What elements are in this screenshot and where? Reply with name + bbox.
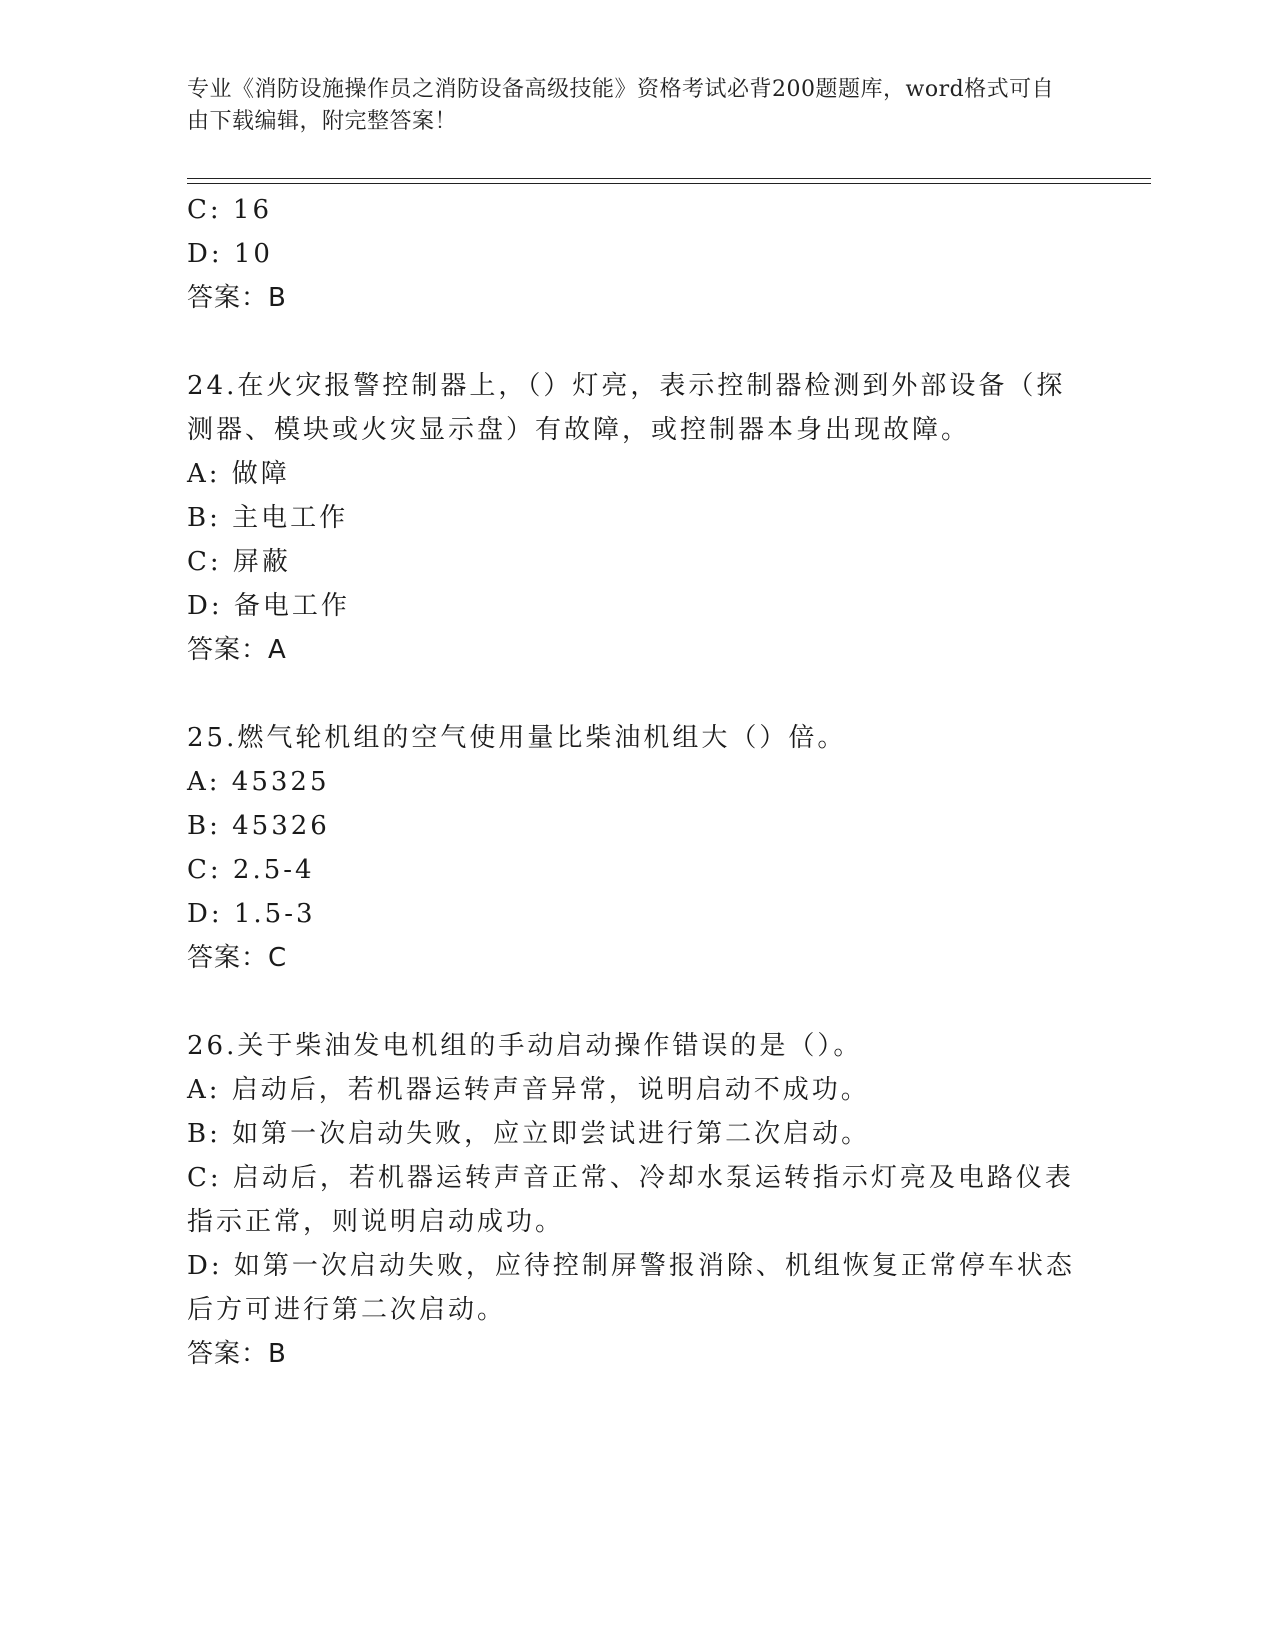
- q25-stem: 25.燃气轮机组的空气使用量比柴油机组大（）倍。: [187, 723, 847, 753]
- header-divider: [187, 178, 1151, 184]
- q26-option-c-line1: C: 启动后，若机器运转声音正常、冷却水泵运转指示灯亮及电路仪表: [187, 1163, 1074, 1193]
- q25-option-c: C: 2.5-4: [187, 855, 315, 885]
- q24-stem-line2: 测器、模块或火灾显示盘）有故障，或控制器本身出现故障。: [187, 415, 971, 445]
- q24-option-b: B: 主电工作: [187, 503, 349, 533]
- q26-option-b: B: 如第一次启动失败，应立即尝试进行第二次启动。: [187, 1119, 871, 1149]
- q24-option-a: A: 做障: [187, 459, 290, 489]
- q25-option-d: D: 1.5-3: [187, 899, 316, 929]
- q23-option-c: C: 16: [187, 195, 273, 225]
- q24-stem-line1: 24.在火灾报警控制器上，（）灯亮，表示控制器检测到外部设备（探: [187, 371, 1066, 401]
- q24-option-d: D: 备电工作: [187, 591, 350, 621]
- q23-answer: 答案：B: [187, 283, 287, 313]
- q24-option-c: C: 屏蔽: [187, 547, 291, 577]
- q26-option-c-line2: 指示正常，则说明启动成功。: [187, 1207, 565, 1237]
- q25-answer: 答案：C: [187, 943, 288, 973]
- q26-stem: 26.关于柴油发电机组的手动启动操作错误的是（）。: [187, 1031, 863, 1061]
- q24-answer: 答案：A: [187, 635, 287, 665]
- q26-option-a: A: 启动后，若机器运转声音异常，说明启动不成功。: [187, 1075, 870, 1105]
- q25-option-b: B: 45326: [187, 811, 330, 841]
- q26-option-d-line1: D: 如第一次启动失败，应待控制屏警报消除、机组恢复正常停车状态: [187, 1251, 1075, 1281]
- document-header: 专业《消防设施操作员之消防设备高级技能》资格考试必背200题题库，word格式可自由下载编辑，附完整答案！: [187, 77, 1055, 134]
- q26-answer: 答案：B: [187, 1339, 287, 1369]
- q26-option-d-line2: 后方可进行第二次启动。: [187, 1295, 507, 1325]
- q23-option-d: D: 10: [187, 239, 273, 269]
- q25-option-a: A: 45325: [187, 767, 330, 797]
